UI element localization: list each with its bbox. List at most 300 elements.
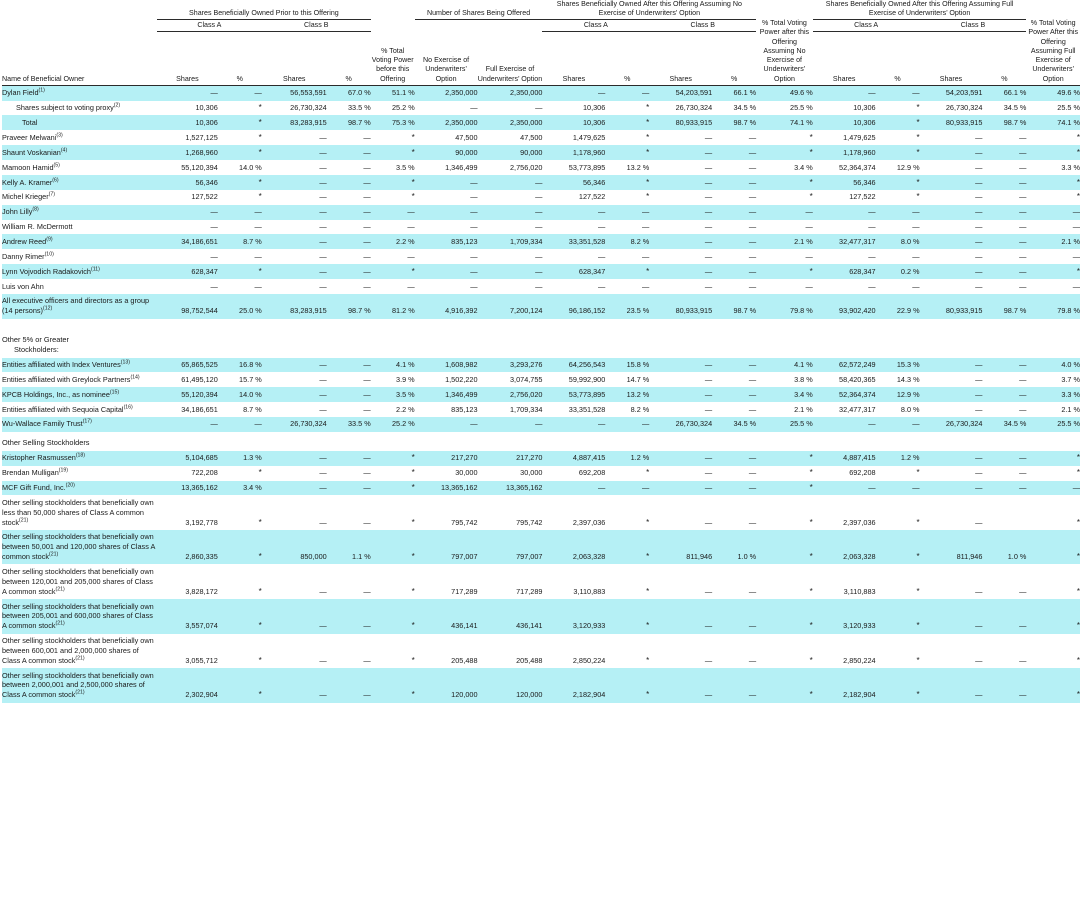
cell-prior-class-b: 33.5 % <box>327 101 371 116</box>
cell-after-full-exercise-class-b: — <box>982 466 1026 481</box>
owner-name-cell: William R. McDermott <box>2 220 157 235</box>
cell-offered-full-exercise-of-underwriters-option: 205,488 <box>478 634 543 669</box>
cell-after-no-exercise-class-b-shares: 811,946 <box>649 530 712 565</box>
cell-after-no-exercise-class-a: — <box>605 481 649 496</box>
cell-after-no-exercise-class-a-shares: 2,063,328 <box>542 530 605 565</box>
cell-total-voting-power-after-this-offering-assuming-no-exercise-of-underwriters-option: — <box>756 220 813 235</box>
cell-prior-class-b-shares: 26,730,324 <box>262 417 327 432</box>
cell-after-full-exercise-class-a-shares: 628,347 <box>813 264 876 279</box>
cell-after-full-exercise-class-b: 34.5 % <box>982 417 1026 432</box>
cell-total-voting-power-before-this-offering: 3.5 % <box>371 387 415 402</box>
owner-name-cell: Other selling stockholders that beneficially own between 600,001 and 2,000,000 shares of Class A common stock$^{(21)}$ <box>2 634 157 669</box>
cell-after-full-exercise-class-b-shares: — <box>920 205 983 220</box>
cell-after-no-exercise-class-b-shares: — <box>649 668 712 703</box>
cell-prior-class-a: 25.0 % <box>218 294 262 319</box>
cell-total-voting-power-after-this-offering-assuming-full-exercise-of-underwriters-option: * <box>1026 264 1080 279</box>
cell-prior-class-a-shares: 5,104,685 <box>157 451 218 466</box>
cell-offered-no-exercise-of-underwriters-option: 717,289 <box>415 564 478 599</box>
cell-prior-class-a-shares: 1,527,125 <box>157 130 218 145</box>
owner-name-cell: Entities affiliated with Index Ventures$^{(13)}$ <box>2 358 157 373</box>
cell-after-full-exercise-class-b-shares: 80,933,915 <box>920 115 983 130</box>
cell-prior-class-a-shares: 722,208 <box>157 466 218 481</box>
cell-after-no-exercise-class-a: * <box>605 466 649 481</box>
cell-after-no-exercise-class-b-shares: — <box>649 387 712 402</box>
cell-total-voting-power-before-this-offering: * <box>371 130 415 145</box>
cell-offered-full-exercise-of-underwriters-option: 797,007 <box>478 530 543 565</box>
cell-after-no-exercise-class-a: 8.2 % <box>605 402 649 417</box>
cell-total-voting-power-before-this-offering: * <box>371 564 415 599</box>
cell-offered-no-exercise-of-underwriters-option: 217,270 <box>415 451 478 466</box>
cell-after-full-exercise-class-a-shares: 58,420,365 <box>813 372 876 387</box>
cell-total-voting-power-before-this-offering: 2.2 % <box>371 402 415 417</box>
cell-prior-class-a: * <box>218 175 262 190</box>
cell-after-no-exercise-class-a-shares: 56,346 <box>542 175 605 190</box>
cell-total-voting-power-before-this-offering: 81.2 % <box>371 294 415 319</box>
cell-total-voting-power-after-this-offering-assuming-no-exercise-of-underwriters-option: * <box>756 599 813 634</box>
cell-total-voting-power-after-this-offering-assuming-no-exercise-of-underwriters-option: * <box>756 634 813 669</box>
cell-total-voting-power-after-this-offering-assuming-full-exercise-of-underwriters-option: 79.8 % <box>1026 294 1080 319</box>
cell-after-full-exercise-class-b: 66.1 % <box>982 85 1026 100</box>
table-row[interactable] <box>2 358 1080 373</box>
cell-prior-class-a-shares: 56,346 <box>157 175 218 190</box>
table-row[interactable] <box>2 634 1080 669</box>
cell-offered-full-exercise-of-underwriters-option: 47,500 <box>478 130 543 145</box>
table-row[interactable] <box>2 372 1080 387</box>
cell-prior-class-a: 14.0 % <box>218 160 262 175</box>
cell-prior-class-b-shares: 83,283,915 <box>262 115 327 130</box>
cell-after-no-exercise-class-b: — <box>712 145 756 160</box>
table-row[interactable] <box>2 387 1080 402</box>
table-row[interactable] <box>2 668 1080 703</box>
cell-offered-full-exercise-of-underwriters-option: — <box>478 417 543 432</box>
cell-total-voting-power-after-this-offering-assuming-no-exercise-of-underwriters-option: * <box>756 495 813 530</box>
cell-prior-class-b: — <box>327 634 371 669</box>
table-row[interactable] <box>2 220 1080 235</box>
cell-after-no-exercise-class-b-shares: 26,730,324 <box>649 417 712 432</box>
cell-after-full-exercise-class-a-shares: 10,306 <box>813 115 876 130</box>
cell-prior-class-b: — <box>327 249 371 264</box>
cell-offered-full-exercise-of-underwriters-option: 120,000 <box>478 668 543 703</box>
cell-after-no-exercise-class-a-shares: — <box>542 249 605 264</box>
owner-name-cell: Wu-Wallace Family Trust$^{(17)}$ <box>2 417 157 432</box>
cell-offered-full-exercise-of-underwriters-option: 7,200,124 <box>478 294 543 319</box>
cell-after-full-exercise-class-a: * <box>876 466 920 481</box>
cell-prior-class-b: — <box>327 668 371 703</box>
header-prior-a-shares: Shares <box>176 74 199 83</box>
cell-offered-no-exercise-of-underwriters-option: 30,000 <box>415 466 478 481</box>
cell-after-full-exercise-class-b-shares: — <box>920 466 983 481</box>
table-row[interactable] <box>2 145 1080 160</box>
cell-offered-no-exercise-of-underwriters-option: 90,000 <box>415 145 478 160</box>
cell-total-voting-power-after-this-offering-assuming-full-exercise-of-underwriters-option: * <box>1026 451 1080 466</box>
cell-after-full-exercise-class-a-shares: 2,850,224 <box>813 634 876 669</box>
cell-after-no-exercise-class-a-shares: 2,397,036 <box>542 495 605 530</box>
cell-after-no-exercise-class-a: * <box>605 101 649 116</box>
owner-name-cell: Other selling stockholders that beneficially own between 120,001 and 205,000 shares of Class A common stock$^{(21)}$ <box>2 564 157 599</box>
cell-after-no-exercise-class-b: — <box>712 264 756 279</box>
table-row[interactable] <box>2 205 1080 220</box>
cell-after-full-exercise-class-a: 0.2 % <box>876 264 920 279</box>
cell-total-voting-power-before-this-offering: 2.2 % <box>371 234 415 249</box>
cell-after-no-exercise-class-b-shares: — <box>649 249 712 264</box>
cell-prior-class-b-shares: — <box>262 634 327 669</box>
owner-name-cell: Shaunt Voskanian$^{(4)}$ <box>2 145 157 160</box>
cell-prior-class-a-shares: — <box>157 220 218 235</box>
cell-after-full-exercise-class-b: — <box>982 279 1026 294</box>
table-row[interactable] <box>2 190 1080 205</box>
cell-after-full-exercise-class-a: 15.3 % <box>876 358 920 373</box>
spacer-row <box>2 319 1080 329</box>
cell-prior-class-b: 98.7 % <box>327 115 371 130</box>
cell-offered-no-exercise-of-underwriters-option: 1,346,499 <box>415 160 478 175</box>
cell-after-full-exercise-class-a-shares: 3,120,933 <box>813 599 876 634</box>
cell-offered-full-exercise-of-underwriters-option: 90,000 <box>478 145 543 160</box>
cell-prior-class-b: — <box>327 160 371 175</box>
cell-after-no-exercise-class-a-shares: 3,120,933 <box>542 599 605 634</box>
cell-after-full-exercise-class-a-shares: — <box>813 85 876 100</box>
header-group-after-full: Shares Beneficially Owned After this Offering Assuming Full Exercise of Underwriters’ Option <box>825 0 1014 17</box>
owner-name-cell: All executive officers and directors as a group (14 persons)$^{(12)}$ <box>2 294 157 319</box>
cell-offered-full-exercise-of-underwriters-option: 436,141 <box>478 599 543 634</box>
owner-name-cell: Other selling stockholders that beneficially own between 2,000,001 and 2,500,000 shares of Class A common stock$^{(21)}$ <box>2 668 157 703</box>
table-row[interactable] <box>2 279 1080 294</box>
cell-offered-full-exercise-of-underwriters-option: 1,709,334 <box>478 402 543 417</box>
cell-total-voting-power-after-this-offering-assuming-full-exercise-of-underwriters-option: * <box>1026 634 1080 669</box>
cell-prior-class-b-shares: — <box>262 249 327 264</box>
cell-prior-class-b-shares: — <box>262 358 327 373</box>
cell-prior-class-b: — <box>327 466 371 481</box>
cell-prior-class-b-shares: — <box>262 145 327 160</box>
cell-total-voting-power-after-this-offering-assuming-full-exercise-of-underwriters-option: 74.1 % <box>1026 115 1080 130</box>
cell-offered-full-exercise-of-underwriters-option: — <box>478 175 543 190</box>
table-row[interactable] <box>2 101 1080 116</box>
cell-prior-class-b: — <box>327 387 371 402</box>
cell-after-no-exercise-class-a: * <box>605 668 649 703</box>
cell-prior-class-a: — <box>218 220 262 235</box>
cell-total-voting-power-after-this-offering-assuming-full-exercise-of-underwriters-option: 25.5 % <box>1026 101 1080 116</box>
cell-total-voting-power-after-this-offering-assuming-no-exercise-of-underwriters-option: * <box>756 264 813 279</box>
table-row[interactable] <box>2 417 1080 432</box>
cell-after-full-exercise-class-a: * <box>876 145 920 160</box>
cell-total-voting-power-before-this-offering: 3.5 % <box>371 160 415 175</box>
cell-after-full-exercise-class-b: — <box>982 160 1026 175</box>
cell-after-full-exercise-class-a-shares: 692,208 <box>813 466 876 481</box>
cell-after-no-exercise-class-b: — <box>712 402 756 417</box>
cell-after-no-exercise-class-b-shares: — <box>649 279 712 294</box>
table-row[interactable] <box>2 85 1080 100</box>
cell-after-full-exercise-class-b: — <box>982 358 1026 373</box>
owner-name-cell: Total <box>2 115 157 130</box>
cell-after-full-exercise-class-b-shares: — <box>920 234 983 249</box>
cell-after-full-exercise-class-b-shares: — <box>920 358 983 373</box>
cell-prior-class-b-shares: — <box>262 466 327 481</box>
header-after-no-b-pct: % <box>731 74 738 83</box>
cell-total-voting-power-after-this-offering-assuming-no-exercise-of-underwriters-option: * <box>756 451 813 466</box>
cell-after-full-exercise-class-b <box>982 495 1026 530</box>
table-row[interactable] <box>2 402 1080 417</box>
cell-after-full-exercise-class-a: * <box>876 190 920 205</box>
cell-total-voting-power-before-this-offering: — <box>371 249 415 264</box>
cell-total-voting-power-after-this-offering-assuming-no-exercise-of-underwriters-option: 79.8 % <box>756 294 813 319</box>
cell-prior-class-b: 67.0 % <box>327 85 371 100</box>
cell-offered-full-exercise-of-underwriters-option: 717,289 <box>478 564 543 599</box>
cell-prior-class-b-shares: 850,000 <box>262 530 327 565</box>
cell-offered-full-exercise-of-underwriters-option: 30,000 <box>478 466 543 481</box>
section-header-row <box>2 329 1080 358</box>
cell-after-no-exercise-class-a-shares: 3,110,883 <box>542 564 605 599</box>
cell-after-full-exercise-class-a: — <box>876 417 920 432</box>
cell-prior-class-a: * <box>218 634 262 669</box>
cell-total-voting-power-after-this-offering-assuming-no-exercise-of-underwriters-option: * <box>756 190 813 205</box>
cell-after-full-exercise-class-a-shares: — <box>813 249 876 264</box>
table-row[interactable] <box>2 599 1080 634</box>
cell-after-full-exercise-class-b: — <box>982 249 1026 264</box>
owner-name-cell: Shares subject to voting proxy$^{(2)}$ <box>2 101 157 116</box>
header-prior-class-b: Class B <box>304 21 329 30</box>
cell-after-no-exercise-class-b: — <box>712 466 756 481</box>
cell-prior-class-a-shares: — <box>157 249 218 264</box>
cell-total-voting-power-after-this-offering-assuming-full-exercise-of-underwriters-option: — <box>1026 481 1080 496</box>
cell-after-full-exercise-class-a-shares: — <box>813 205 876 220</box>
cell-offered-full-exercise-of-underwriters-option: — <box>478 249 543 264</box>
cell-offered-no-exercise-of-underwriters-option: 436,141 <box>415 599 478 634</box>
header-vp-after-no: % Total Voting Power after this Offering Assuming No Exercise of Underwriters’ Option <box>759 19 810 83</box>
owner-name-cell: Mamoon Hamid$^{(5)}$ <box>2 160 157 175</box>
cell-total-voting-power-after-this-offering-assuming-full-exercise-of-underwriters-option: 2.1 % <box>1026 402 1080 417</box>
cell-total-voting-power-after-this-offering-assuming-no-exercise-of-underwriters-option: * <box>756 481 813 496</box>
cell-after-no-exercise-class-a-shares: 1,178,960 <box>542 145 605 160</box>
cell-prior-class-a-shares: 3,055,712 <box>157 634 218 669</box>
cell-after-full-exercise-class-b-shares: — <box>920 145 983 160</box>
cell-total-voting-power-after-this-offering-assuming-no-exercise-of-underwriters-option: — <box>756 249 813 264</box>
cell-after-full-exercise-class-b: 98.7 % <box>982 115 1026 130</box>
cell-offered-full-exercise-of-underwriters-option: — <box>478 190 543 205</box>
cell-after-no-exercise-class-a: * <box>605 115 649 130</box>
cell-after-no-exercise-class-b-shares: — <box>649 190 712 205</box>
cell-prior-class-a-shares: 1,268,960 <box>157 145 218 160</box>
table-row[interactable] <box>2 234 1080 249</box>
cell-total-voting-power-after-this-offering-assuming-full-exercise-of-underwriters-option: — <box>1026 249 1080 264</box>
cell-total-voting-power-after-this-offering-assuming-full-exercise-of-underwriters-option: 25.5 % <box>1026 417 1080 432</box>
cell-total-voting-power-before-this-offering: * <box>371 634 415 669</box>
cell-after-full-exercise-class-b-shares: — <box>920 372 983 387</box>
cell-prior-class-b-shares: 26,730,324 <box>262 101 327 116</box>
owner-name-cell: Kelly A. Kramer$^{(6)}$ <box>2 175 157 190</box>
cell-total-voting-power-after-this-offering-assuming-no-exercise-of-underwriters-option: 3.8 % <box>756 372 813 387</box>
cell-after-full-exercise-class-b-shares: — <box>920 249 983 264</box>
cell-prior-class-a-shares: — <box>157 85 218 100</box>
cell-after-full-exercise-class-a-shares: 3,110,883 <box>813 564 876 599</box>
section-header-row <box>2 432 1080 451</box>
cell-offered-full-exercise-of-underwriters-option: 2,756,020 <box>478 160 543 175</box>
cell-prior-class-a: 8.7 % <box>218 234 262 249</box>
cell-after-no-exercise-class-a-shares: 1,479,625 <box>542 130 605 145</box>
cell-after-no-exercise-class-b: — <box>712 634 756 669</box>
cell-after-full-exercise-class-b-shares: — <box>920 130 983 145</box>
cell-after-no-exercise-class-a-shares: — <box>542 220 605 235</box>
cell-total-voting-power-after-this-offering-assuming-full-exercise-of-underwriters-option: 2.1 % <box>1026 234 1080 249</box>
cell-offered-full-exercise-of-underwriters-option: — <box>478 279 543 294</box>
cell-after-no-exercise-class-b-shares: — <box>649 634 712 669</box>
table-row[interactable] <box>2 451 1080 466</box>
cell-after-full-exercise-class-a-shares: — <box>813 417 876 432</box>
cell-prior-class-a: 14.0 % <box>218 387 262 402</box>
cell-offered-full-exercise-of-underwriters-option: 1,709,334 <box>478 234 543 249</box>
cell-offered-no-exercise-of-underwriters-option: 835,123 <box>415 402 478 417</box>
cell-after-full-exercise-class-a-shares: 62,572,249 <box>813 358 876 373</box>
cell-total-voting-power-after-this-offering-assuming-no-exercise-of-underwriters-option: * <box>756 668 813 703</box>
header-after-full-b-pct: % <box>1001 74 1008 83</box>
cell-total-voting-power-before-this-offering: * <box>371 175 415 190</box>
owner-name-cell: John Lilly$^{(8)}$ <box>2 205 157 220</box>
cell-total-voting-power-after-this-offering-assuming-full-exercise-of-underwriters-option: 3.3 % <box>1026 160 1080 175</box>
cell-total-voting-power-after-this-offering-assuming-full-exercise-of-underwriters-option: — <box>1026 279 1080 294</box>
cell-after-full-exercise-class-b: — <box>982 175 1026 190</box>
header-after-full-class-a: Class A <box>854 21 879 30</box>
cell-prior-class-a: 3.4 % <box>218 481 262 496</box>
table-row[interactable] <box>2 495 1080 530</box>
cell-after-full-exercise-class-a: — <box>876 85 920 100</box>
cell-prior-class-a-shares: 127,522 <box>157 190 218 205</box>
cell-total-voting-power-after-this-offering-assuming-no-exercise-of-underwriters-option: * <box>756 130 813 145</box>
cell-offered-full-exercise-of-underwriters-option: 795,742 <box>478 495 543 530</box>
table-row[interactable] <box>2 264 1080 279</box>
header-vp-after-full: % Total Voting Power After this Offering Assuming Full Exercise of Underwriters’ Option <box>1028 19 1079 83</box>
cell-after-no-exercise-class-a: * <box>605 190 649 205</box>
cell-after-full-exercise-class-b: — <box>982 668 1026 703</box>
cell-total-voting-power-after-this-offering-assuming-full-exercise-of-underwriters-option: * <box>1026 466 1080 481</box>
cell-prior-class-b-shares: — <box>262 220 327 235</box>
cell-after-full-exercise-class-b-shares: — <box>920 279 983 294</box>
cell-after-no-exercise-class-b-shares: — <box>649 466 712 481</box>
cell-after-full-exercise-class-b-shares: — <box>920 175 983 190</box>
cell-prior-class-b: — <box>327 145 371 160</box>
cell-after-no-exercise-class-a-shares: 127,522 <box>542 190 605 205</box>
owner-name-cell: Brendan Mulligan$^{(19)}$ <box>2 466 157 481</box>
cell-prior-class-b: 33.5 % <box>327 417 371 432</box>
table-row[interactable] <box>2 564 1080 599</box>
cell-after-full-exercise-class-b-shares: 80,933,915 <box>920 294 983 319</box>
cell-after-no-exercise-class-a-shares: — <box>542 205 605 220</box>
cell-after-no-exercise-class-b-shares: — <box>649 372 712 387</box>
cell-after-full-exercise-class-b: — <box>982 205 1026 220</box>
cell-prior-class-a-shares: 2,860,335 <box>157 530 218 565</box>
header-offered-full-exercise: Full Exercise of Underwriters’ Option <box>477 65 543 83</box>
cell-prior-class-a-shares: — <box>157 279 218 294</box>
cell-after-full-exercise-class-a: 8.0 % <box>876 402 920 417</box>
table-row[interactable] <box>2 130 1080 145</box>
table-row[interactable] <box>2 160 1080 175</box>
cell-prior-class-b: — <box>327 220 371 235</box>
cell-after-no-exercise-class-a: — <box>605 417 649 432</box>
cell-after-no-exercise-class-a-shares: — <box>542 279 605 294</box>
cell-total-voting-power-before-this-offering: * <box>371 668 415 703</box>
cell-after-no-exercise-class-b-shares: 26,730,324 <box>649 101 712 116</box>
cell-prior-class-a: * <box>218 130 262 145</box>
cell-offered-no-exercise-of-underwriters-option: — <box>415 175 478 190</box>
cell-prior-class-b: — <box>327 402 371 417</box>
cell-after-no-exercise-class-a-shares: 628,347 <box>542 264 605 279</box>
owner-name-cell: Other selling stockholders that beneficially own between 205,001 and 600,000 shares of Class A common stock$^{(21)}$ <box>2 599 157 634</box>
cell-total-voting-power-after-this-offering-assuming-no-exercise-of-underwriters-option: 3.4 % <box>756 160 813 175</box>
cell-prior-class-b-shares: — <box>262 205 327 220</box>
cell-total-voting-power-after-this-offering-assuming-full-exercise-of-underwriters-option: — <box>1026 205 1080 220</box>
cell-total-voting-power-after-this-offering-assuming-no-exercise-of-underwriters-option: — <box>756 279 813 294</box>
cell-prior-class-b-shares: — <box>262 564 327 599</box>
cell-offered-full-exercise-of-underwriters-option: 2,350,000 <box>478 85 543 100</box>
cell-prior-class-a: * <box>218 466 262 481</box>
header-prior-b-pct: % <box>345 74 352 83</box>
cell-after-no-exercise-class-b: — <box>712 249 756 264</box>
cell-offered-no-exercise-of-underwriters-option: — <box>415 417 478 432</box>
cell-total-voting-power-before-this-offering: 3.9 % <box>371 372 415 387</box>
cell-after-no-exercise-class-b-shares: — <box>649 451 712 466</box>
cell-after-no-exercise-class-b-shares: — <box>649 160 712 175</box>
cell-total-voting-power-after-this-offering-assuming-no-exercise-of-underwriters-option: * <box>756 175 813 190</box>
cell-after-full-exercise-class-b-shares: — <box>920 495 983 530</box>
cell-after-full-exercise-class-b: — <box>982 130 1026 145</box>
cell-prior-class-a: * <box>218 495 262 530</box>
table-row[interactable] <box>2 175 1080 190</box>
cell-total-voting-power-after-this-offering-assuming-full-exercise-of-underwriters-option: — <box>1026 220 1080 235</box>
table-row[interactable] <box>2 115 1080 130</box>
table-row[interactable] <box>2 466 1080 481</box>
cell-after-full-exercise-class-a-shares: 10,306 <box>813 101 876 116</box>
owner-name-cell: Praveer Melwani$^{(3)}$ <box>2 130 157 145</box>
cell-prior-class-a: * <box>218 115 262 130</box>
cell-after-no-exercise-class-a: * <box>605 145 649 160</box>
header-after-full-a-shares: Shares <box>832 74 856 83</box>
cell-after-full-exercise-class-a: — <box>876 481 920 496</box>
cell-total-voting-power-after-this-offering-assuming-full-exercise-of-underwriters-option: * <box>1026 130 1080 145</box>
cell-after-full-exercise-class-b: — <box>982 220 1026 235</box>
cell-after-no-exercise-class-a-shares: — <box>542 85 605 100</box>
cell-after-no-exercise-class-b-shares: — <box>649 234 712 249</box>
cell-after-no-exercise-class-b: — <box>712 358 756 373</box>
table-header <box>2 0 1080 85</box>
header-prior-b-shares: Shares <box>282 74 306 83</box>
cell-after-full-exercise-class-a-shares: 1,479,625 <box>813 130 876 145</box>
cell-prior-class-a-shares: 3,557,074 <box>157 599 218 634</box>
cell-after-no-exercise-class-b-shares: — <box>649 358 712 373</box>
cell-offered-no-exercise-of-underwriters-option: 2,350,000 <box>415 85 478 100</box>
cell-prior-class-a-shares: 10,306 <box>157 115 218 130</box>
cell-total-voting-power-after-this-offering-assuming-full-exercise-of-underwriters-option: * <box>1026 145 1080 160</box>
table-row[interactable] <box>2 249 1080 264</box>
cell-total-voting-power-after-this-offering-assuming-full-exercise-of-underwriters-option: 4.0 % <box>1026 358 1080 373</box>
cell-after-full-exercise-class-b: — <box>982 190 1026 205</box>
cell-after-full-exercise-class-b: — <box>982 402 1026 417</box>
cell-prior-class-a: 15.7 % <box>218 372 262 387</box>
cell-after-full-exercise-class-a-shares: 93,902,420 <box>813 294 876 319</box>
header-group-row <box>2 0 1080 18</box>
cell-offered-no-exercise-of-underwriters-option: 205,488 <box>415 634 478 669</box>
cell-prior-class-b-shares: — <box>262 599 327 634</box>
cell-offered-no-exercise-of-underwriters-option: 1,502,220 <box>415 372 478 387</box>
cell-after-no-exercise-class-b-shares: — <box>649 495 712 530</box>
cell-offered-no-exercise-of-underwriters-option: 1,346,499 <box>415 387 478 402</box>
cell-after-full-exercise-class-a-shares: — <box>813 279 876 294</box>
cell-after-no-exercise-class-a: — <box>605 279 649 294</box>
cell-offered-full-exercise-of-underwriters-option: 2,350,000 <box>478 115 543 130</box>
cell-after-full-exercise-class-b-shares: 54,203,591 <box>920 85 983 100</box>
table-row[interactable] <box>2 530 1080 565</box>
cell-prior-class-a-shares: 3,828,172 <box>157 564 218 599</box>
table-row[interactable] <box>2 481 1080 496</box>
cell-prior-class-b: 1.1 % <box>327 530 371 565</box>
cell-after-full-exercise-class-a-shares: 2,397,036 <box>813 495 876 530</box>
table-row[interactable] <box>2 294 1080 319</box>
